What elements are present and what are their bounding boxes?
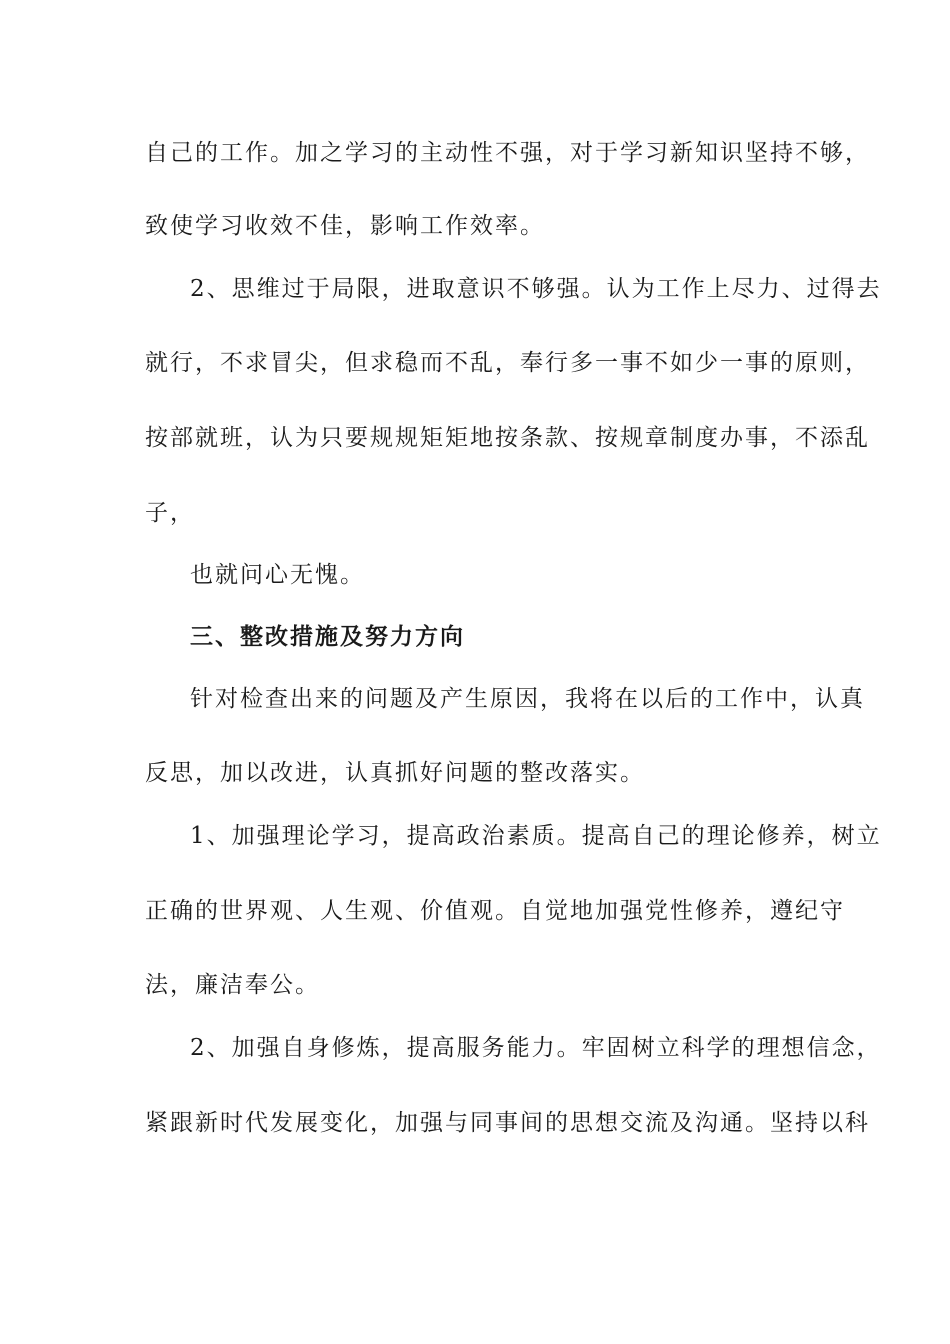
section-heading: 三、整改措施及努力方向 xyxy=(190,623,465,650)
text-line: 1、加强理论学习，提高政治素质。提高自己的理论修养，树立 xyxy=(190,823,882,849)
text-line: 自己的工作。加之学习的主动性不强，对于学习新知识坚持不够， xyxy=(145,140,870,166)
text-line: 就行，不求冒尖，但求稳而不乱，奉行多一事不如少一事的原则， xyxy=(145,350,870,376)
text-line: 子， xyxy=(145,500,195,526)
text-line: 2、思维过于局限，进取意识不够强。认为工作上尽力、过得去 xyxy=(190,276,882,302)
text-line: 也就问心无愧。 xyxy=(190,562,365,588)
text-line: 反思，加以改进，认真抓好问题的整改落实。 xyxy=(145,760,645,786)
text-line: 法，廉洁奉公。 xyxy=(145,972,320,998)
text-line: 2、加强自身修炼，提高服务能力。牢固树立科学的理想信念， xyxy=(190,1035,882,1061)
text-line: 紧跟新时代发展变化，加强与同事间的思想交流及沟通。坚持以科 xyxy=(145,1110,870,1136)
text-line: 致使学习收效不佳，影响工作效率。 xyxy=(145,213,545,239)
text-line: 按部就班，认为只要规规矩矩地按条款、按规章制度办事，不添乱 xyxy=(145,425,870,451)
text-line: 正确的世界观、人生观、价值观。自觉地加强党性修养，遵纪守 xyxy=(145,898,845,924)
text-line: 针对检查出来的问题及产生原因，我将在以后的工作中，认真 xyxy=(190,686,865,712)
